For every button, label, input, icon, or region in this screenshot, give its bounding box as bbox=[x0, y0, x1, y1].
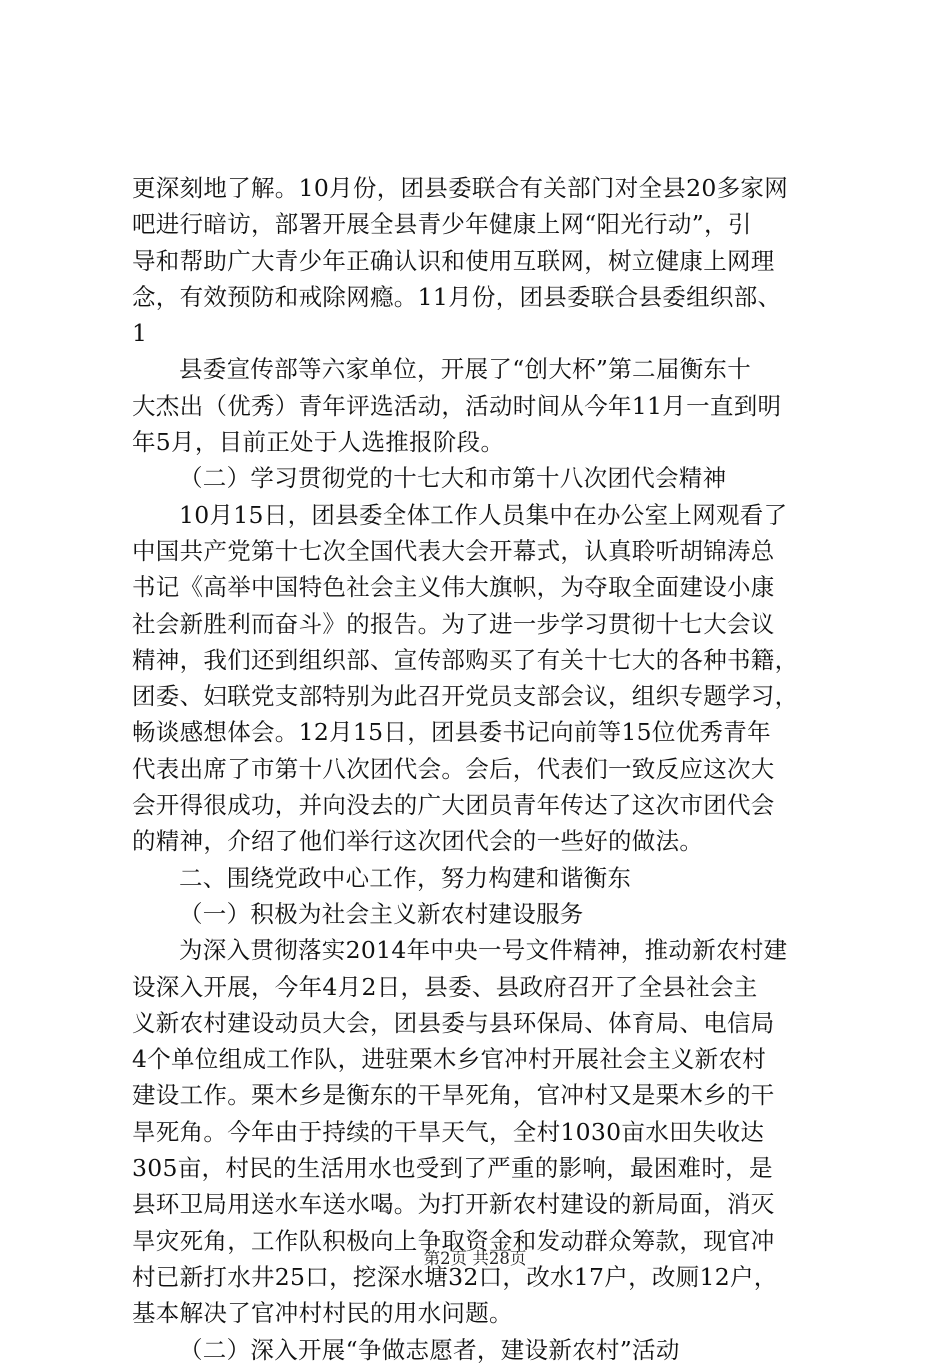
text-line: 畅谈感想体会。12月15日，团县委书记向前等15位优秀青年 bbox=[132, 718, 771, 747]
document-body bbox=[132, 170, 842, 1368]
text-line: 年5月，目前正处于人选推报阶段。 bbox=[132, 428, 505, 457]
text-line: 导和帮助广大青少年正确认识和使用互联网，树立健康上网理 bbox=[132, 246, 775, 275]
text-line: 书记《高举中国特色社会主义伟大旗帜，为夺取全面建设小康 bbox=[132, 573, 775, 602]
page-footer: 第2页 共28页 bbox=[423, 1249, 527, 1268]
text-line: 念，有效预防和戒除网瘾。11月份，团县委联合县委组织部、 bbox=[132, 282, 782, 311]
text-line: 1 bbox=[132, 319, 148, 348]
text-line: 县环卫局用送水车送水喝。为打开新农村建设的新局面，消灭 bbox=[132, 1190, 775, 1219]
text-line: 二、围绕党政中心工作，努力构建和谐衡东 bbox=[179, 863, 632, 892]
text-line: 中国共产党第十七次全国代表大会开幕式，认真聆听胡锦涛总 bbox=[132, 536, 775, 565]
text-line: 村已新打水井25口，挖深水塘32口，改水17户，改厕12户， bbox=[132, 1262, 778, 1291]
text-line: 305亩，村民的生活用水也受到了严重的影响，最困难时，是 bbox=[132, 1154, 773, 1183]
text-line: 大杰出（优秀）青年评选活动，活动时间从今年11月一直到明 bbox=[132, 391, 782, 420]
text-line: 建设工作。栗木乡是衡东的干旱死角，官冲村又是栗木乡的干 bbox=[132, 1081, 775, 1110]
text-line: （一）积极为社会主义新农村建设服务 bbox=[179, 899, 584, 928]
text-line: 旱死角。今年由于持续的干旱天气，全村1030亩水田失收达 bbox=[132, 1117, 765, 1146]
text-line: 4个单位组成工作队，进驻栗木乡官冲村开展社会主义新农村 bbox=[132, 1045, 767, 1074]
text-line: （二）深入开展“争做志愿者，建设新农村”活动 bbox=[179, 1335, 680, 1364]
text-line: 吧进行暗访，部署开展全县青少年健康上网“阳光行动”，引 bbox=[132, 210, 752, 239]
text-line: 代表出席了市第十八次团代会。会后，代表们一致反应这次大 bbox=[132, 754, 775, 783]
text-line: 10月15日，团县委全体工作人员集中在办公室上网观看了 bbox=[179, 500, 788, 529]
text-line: 基本解决了官冲村村民的用水问题。 bbox=[132, 1299, 513, 1328]
text-line: 的精神，介绍了他们举行这次团代会的一些好的做法。 bbox=[132, 827, 704, 856]
text-line: 设深入开展，今年4月2日，县委、县政府召开了全县社会主 bbox=[132, 972, 758, 1001]
text-line: 会开得很成功，并向没去的广大团员青年传达了这次市团代会 bbox=[132, 791, 775, 820]
text-line: （二）学习贯彻党的十七大和市第十八次团代会精神 bbox=[179, 464, 727, 493]
text-line: 县委宣传部等六家单位，开展了“创大杯”第二届衡东十 bbox=[179, 355, 752, 384]
text-line: 为深入贯彻落实2014年中央一号文件精神，推动新农村建 bbox=[179, 936, 788, 965]
text-line: 精神，我们还到组织部、宣传部购买了有关十七大的各种书籍， bbox=[132, 645, 799, 674]
text-line: 团委、妇联党支部特别为此召开党员支部会议，组织专题学习， bbox=[132, 682, 799, 711]
text-line: 社会新胜利而奋斗》的报告。为了进一步学习贯彻十七大会议 bbox=[132, 609, 775, 638]
text-line: 旱灾死角，工作队积极向上争取资金和发动群众筹款，现官冲 bbox=[132, 1226, 775, 1255]
text-line: 义新农村建设动员大会，团县委与县环保局、体育局、电信局 bbox=[132, 1008, 775, 1037]
text-line: 更深刻地了解。10月份，团县委联合有关部门对全县20多家网 bbox=[132, 174, 789, 202]
